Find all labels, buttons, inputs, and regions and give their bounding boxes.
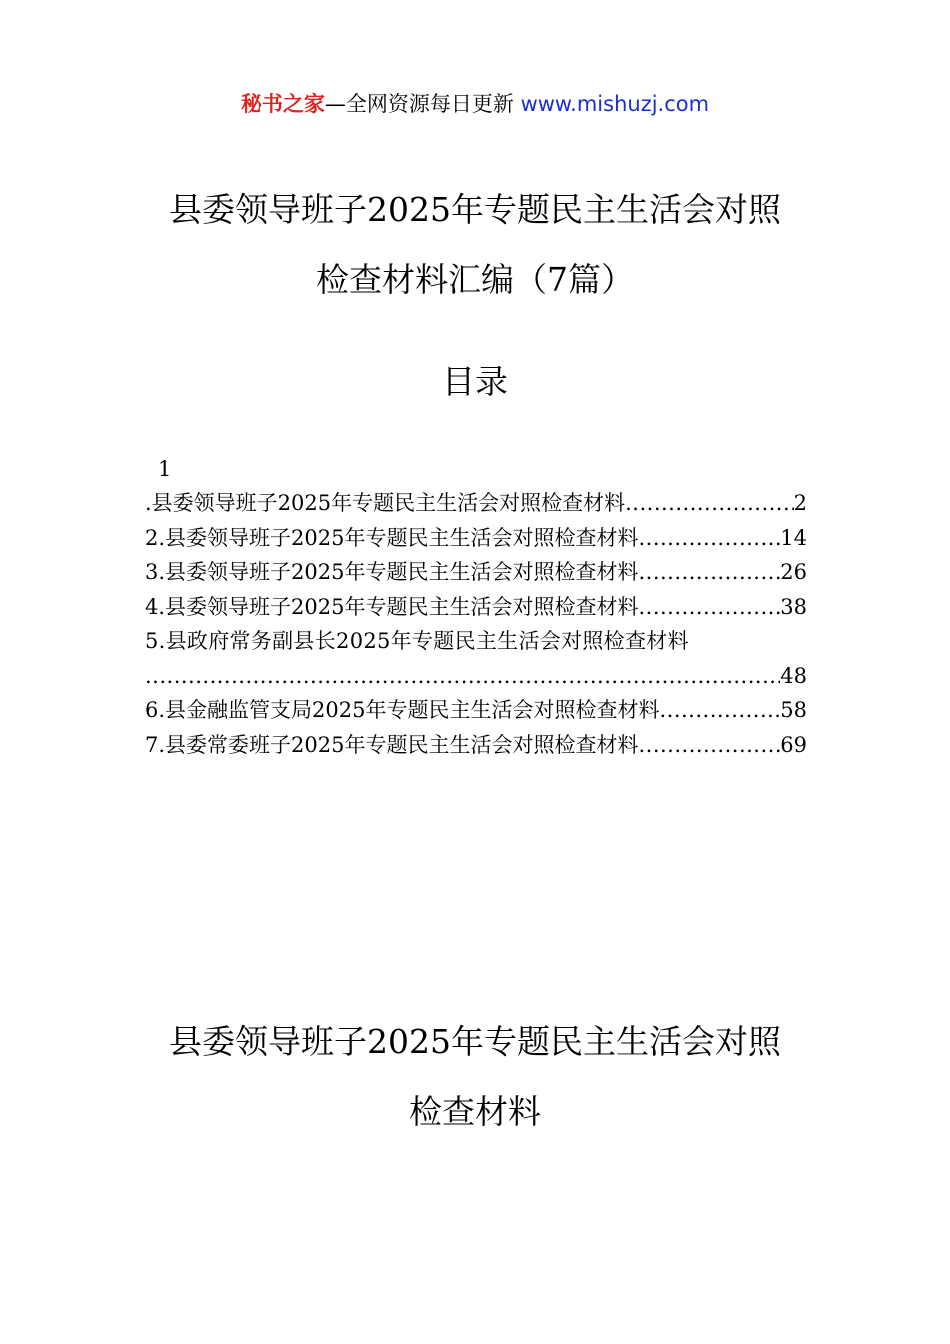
toc-leader-dots: [638, 728, 780, 763]
toc-leader-dots: [638, 555, 780, 590]
section-title-line-1: 县委领导班子2025年专题民主生活会对照: [169, 1022, 781, 1061]
toc-item-title: 3.县委领导班子2025年专题民主生活会对照检查材料: [145, 560, 639, 584]
section-title-line-2: 检查材料: [409, 1092, 541, 1131]
toc-item-5[interactable]: [145, 659, 807, 694]
toc-item-4[interactable]: [145, 590, 807, 625]
toc-item-7[interactable]: [145, 728, 807, 763]
toc-item-page: 48: [780, 663, 807, 688]
toc-item-6[interactable]: [145, 693, 807, 728]
toc-leader-dots: [638, 521, 780, 556]
document-title-line-1: 县委领导班子2025年专题民主生活会对照: [169, 190, 781, 229]
toc-item-2[interactable]: [145, 521, 807, 556]
toc-item-page: 26: [780, 560, 807, 584]
toc-item-title: 4.县委领导班子2025年专题民主生活会对照检查材料: [145, 594, 639, 619]
toc-item-title: .县委领导班子2025年专题民主生活会对照检查材料: [145, 491, 626, 515]
toc-leader-dots: [638, 590, 780, 625]
table-of-contents: [145, 486, 807, 762]
toc-item-title: 2.县委领导班子2025年专题民主生活会对照检查材料: [145, 525, 639, 550]
toc-leader-dots: [625, 486, 794, 521]
site-url-link[interactable]: www.mishuzj.com: [520, 92, 710, 116]
toc-item-3[interactable]: [145, 555, 807, 590]
toc-item-title: 7.县委常委班子2025年专题民主生活会对照检查材料: [145, 732, 639, 757]
toc-leader-dots: [659, 693, 780, 728]
toc-item-5-title[interactable]: 5.县政府常务副县长2025年专题民主生活会对照检查材料: [145, 629, 689, 653]
site-header: [0, 88, 950, 120]
toc-item-title: 6.县金融监管支局2025年专题民主生活会对照检查材料: [145, 698, 660, 722]
site-tagline: —全网资源每日更新: [324, 92, 514, 116]
toc-item-page: 58: [780, 698, 807, 722]
toc-item-page: 2: [793, 491, 807, 515]
toc-item-page: 69: [780, 732, 807, 757]
toc-item-page: 14: [780, 525, 807, 550]
toc-item-page: 38: [780, 594, 807, 619]
site-brand: 秘书之家: [240, 92, 325, 116]
document-title-line-2: 检查材料汇编（7篇）: [316, 260, 634, 299]
toc-leader-dots: [145, 659, 780, 694]
toc-item-1[interactable]: [145, 486, 807, 521]
toc-heading: 目录: [442, 362, 508, 401]
toc-first-item-number: 1: [158, 457, 172, 481]
